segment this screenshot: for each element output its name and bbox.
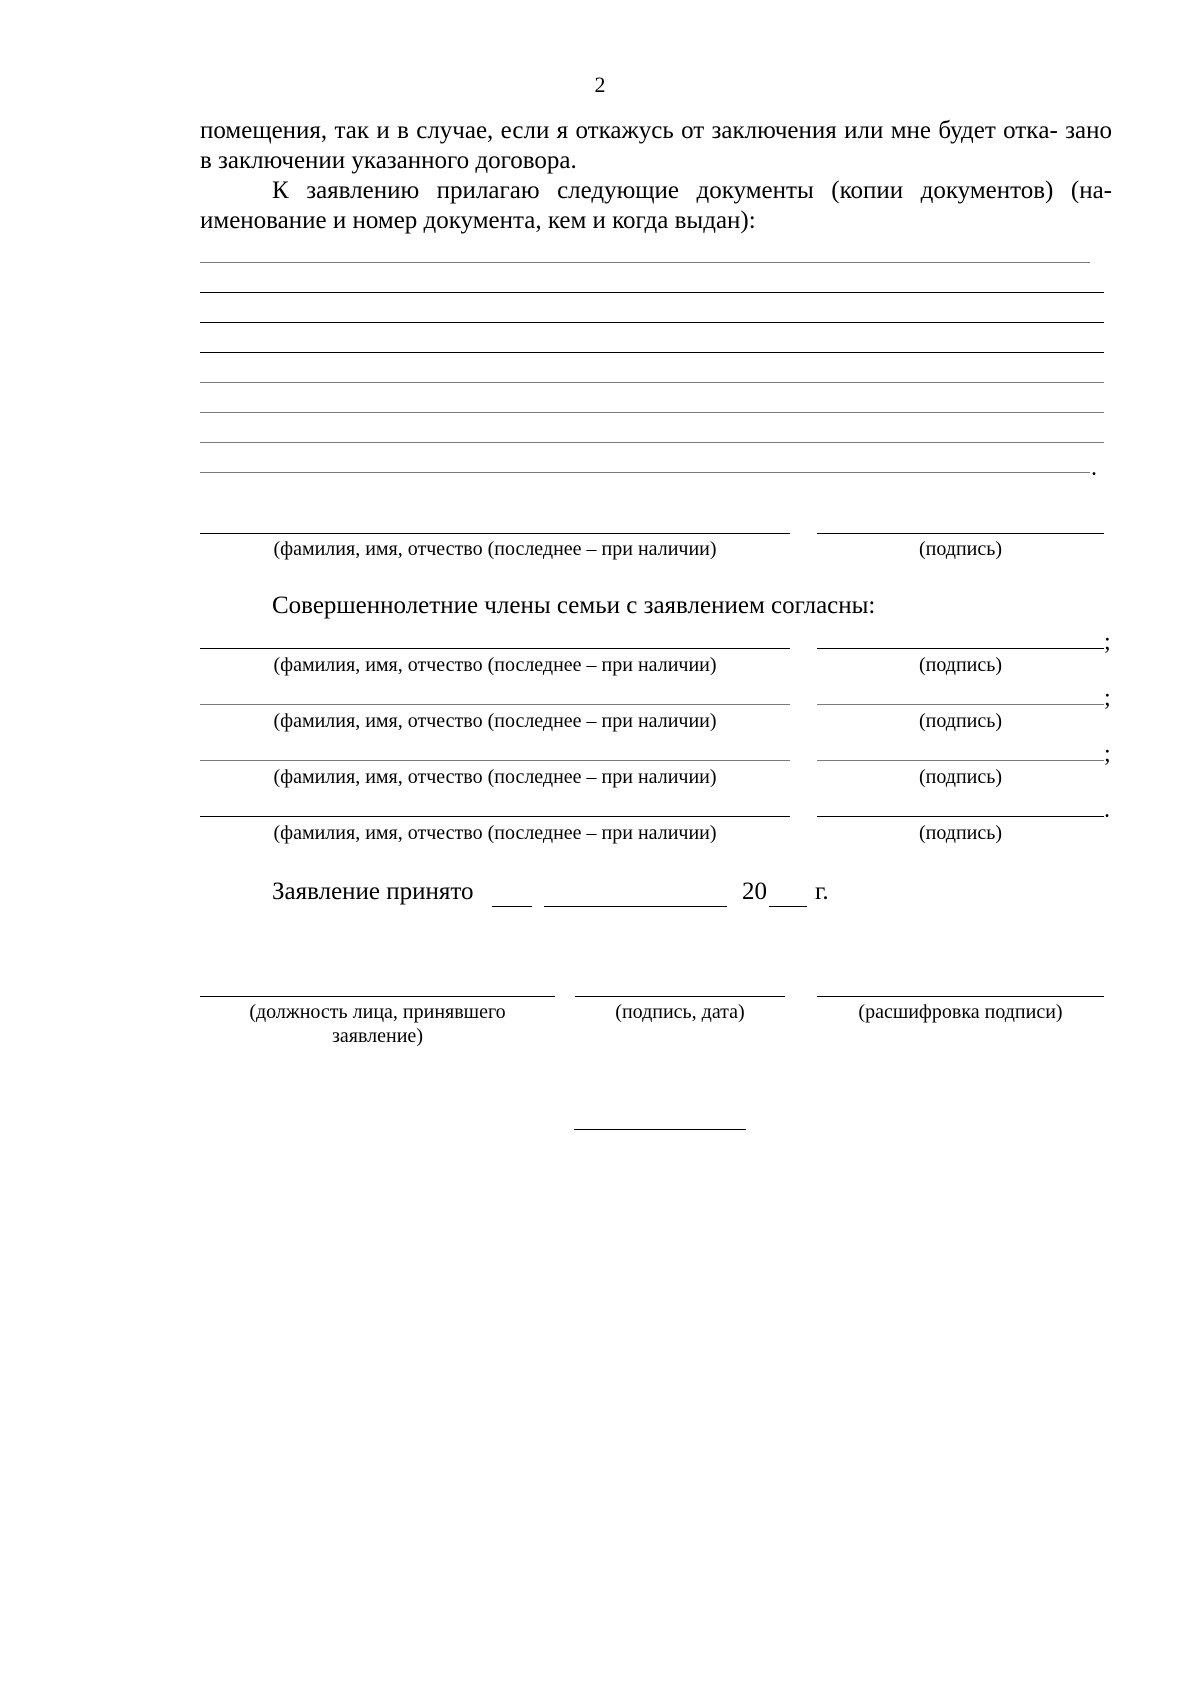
family-member-name-line[interactable] (200, 816, 790, 817)
family-member-signature-line[interactable] (817, 648, 1104, 649)
official-decoding-caption: (расшифровка подписи) (858, 1001, 1063, 1023)
row-end-mark: ; (1104, 685, 1111, 711)
family-member-signature-caption: (подпись) (918, 822, 1003, 844)
official-position-line[interactable] (200, 996, 555, 997)
accepted-year-blank[interactable] (769, 906, 807, 907)
attachments-end-period: . (1091, 455, 1097, 481)
accepted-day-blank[interactable] (492, 906, 532, 907)
family-member-name-caption: (фамилия, имя, отчество (последнее – при наличии) (273, 766, 717, 788)
accepted-year-prefix: 20 (742, 878, 767, 905)
attachments-blank-line[interactable] (200, 322, 1104, 323)
official-position-caption: (должность лица, принявшего заявление) (249, 1001, 506, 1047)
attachments-intro-paragraph: К заявлению прилагаю следующие документы (копии документов) (на- именование и номер документа, кем и когда выдан): (200, 177, 1112, 234)
family-member-signature-line[interactable] (817, 760, 1104, 761)
official-decoding-line[interactable] (817, 996, 1104, 997)
row-end-mark: ; (1104, 629, 1111, 655)
family-member-name-line[interactable] (200, 760, 790, 761)
official-signature-date-caption: (подпись, дата) (615, 1001, 745, 1023)
family-member-signature-caption: (подпись) (918, 766, 1003, 788)
attachments-blank-line[interactable] (200, 472, 1090, 473)
family-member-signature-line[interactable] (817, 704, 1104, 705)
attachments-blank-line[interactable] (200, 382, 1104, 383)
attachments-blank-line[interactable] (200, 292, 1104, 293)
attachments-blank-line[interactable] (200, 262, 1090, 263)
family-member-signature-caption: (подпись) (918, 710, 1003, 732)
row-end-mark: ; (1104, 741, 1111, 767)
attachments-blank-line[interactable] (200, 442, 1104, 443)
applicant-signature-line[interactable] (817, 533, 1104, 534)
applicant-name-line[interactable] (200, 533, 790, 534)
family-consent-heading: Совершеннолетние члены семьи с заявлением согласны: (272, 592, 876, 619)
family-member-name-line[interactable] (200, 704, 790, 705)
family-member-name-line[interactable] (200, 648, 790, 649)
accepted-month-blank[interactable] (544, 906, 727, 907)
family-member-name-caption: (фамилия, имя, отчество (последнее – при наличии) (273, 710, 717, 732)
document-end-rule (574, 1129, 746, 1130)
family-member-name-caption: (фамилия, имя, отчество (последнее – при наличии) (273, 822, 717, 844)
accepted-label: Заявление принято (272, 878, 474, 905)
family-member-name-caption: (фамилия, имя, отчество (последнее – при наличии) (273, 654, 717, 676)
family-member-signature-line[interactable] (817, 816, 1104, 817)
applicant-name-caption: (фамилия, имя, отчество (последнее – при наличии) (273, 538, 717, 560)
continuation-paragraph: помещения, так и в случае, если я откажусь от заключения или мне будет откa- зано в заключении указанного договора. (200, 117, 1112, 174)
accepted-year-suffix: г. (815, 878, 829, 905)
applicant-signature-caption: (подпись) (918, 538, 1003, 560)
attachments-blank-line[interactable] (200, 412, 1104, 413)
row-end-mark: . (1104, 797, 1110, 823)
official-signature-date-line[interactable] (575, 996, 785, 997)
attachments-blank-line[interactable] (200, 352, 1104, 353)
family-member-signature-caption: (подпись) (918, 654, 1003, 676)
page-number: 2 (594, 72, 606, 97)
